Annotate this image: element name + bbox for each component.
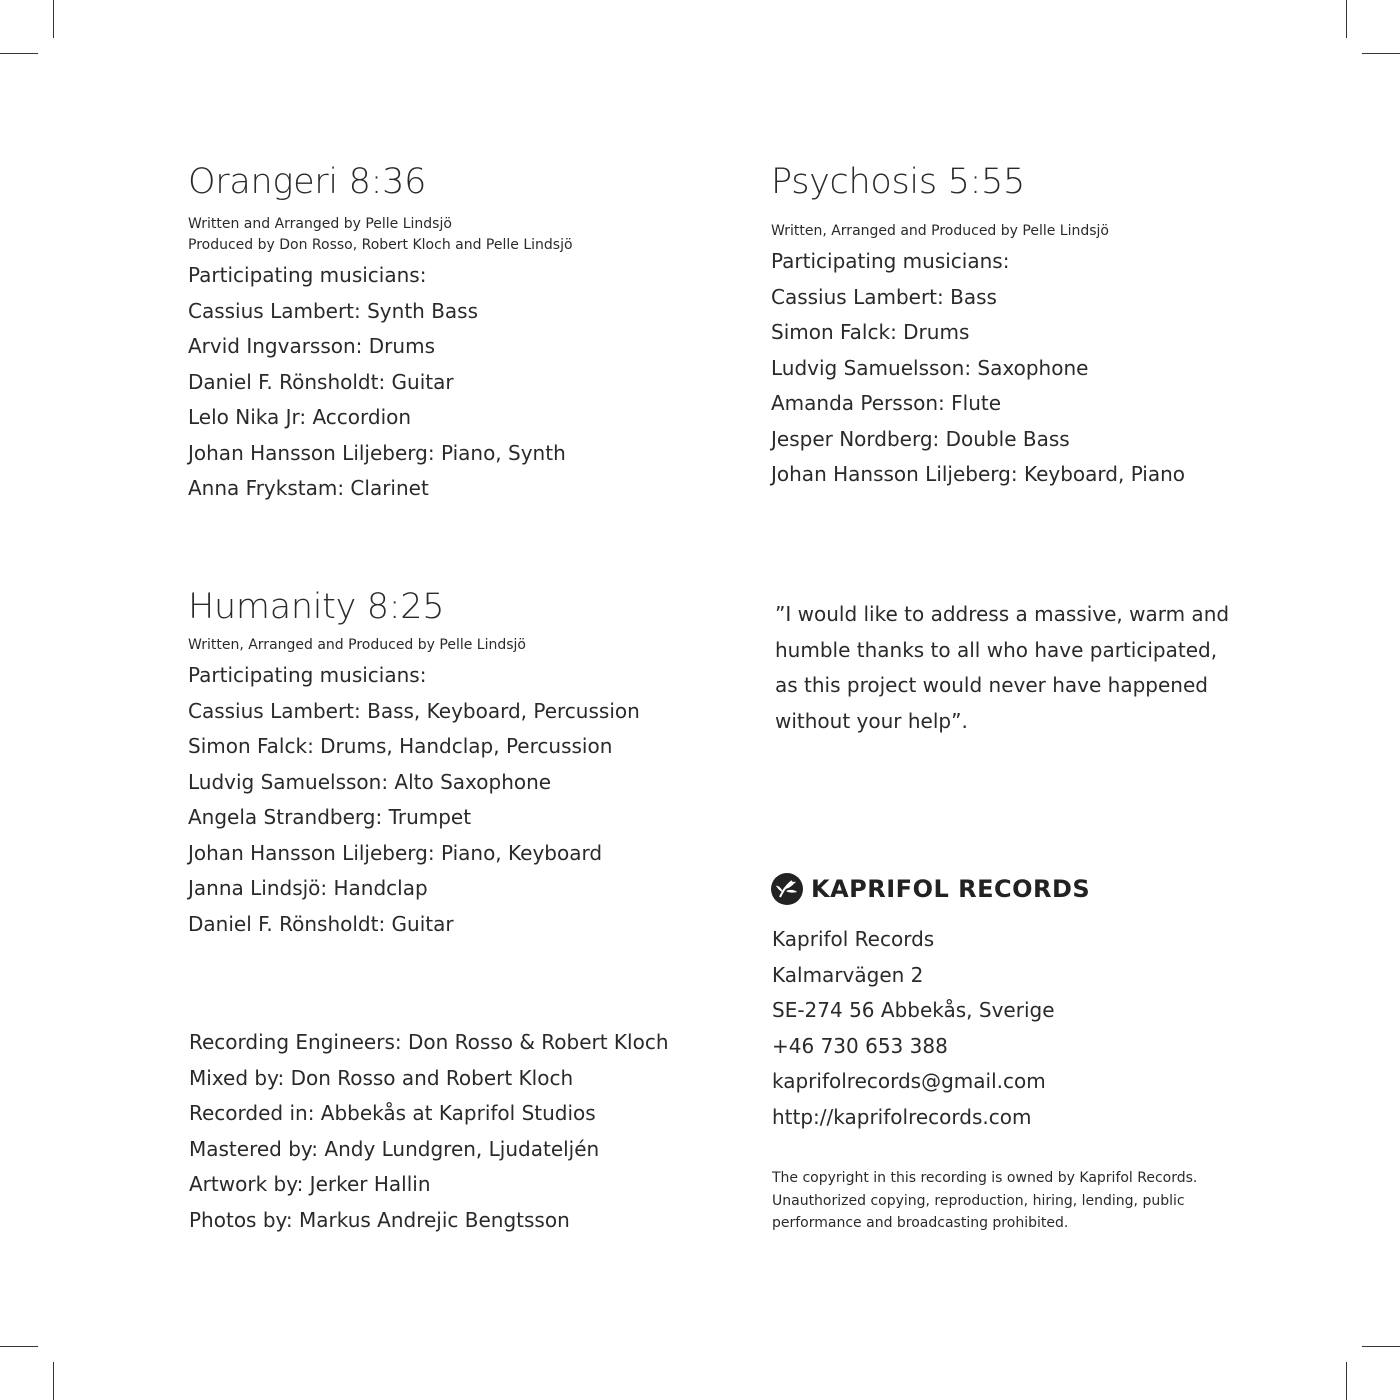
musicians-label: Participating musicians: — [188, 263, 427, 287]
musician: Daniel F. Rönsholdt: Guitar — [188, 911, 454, 936]
crop-mark — [53, 1362, 54, 1400]
crop-mark — [1362, 1346, 1400, 1347]
musician: Cassius Lambert: Synth Bass — [188, 298, 479, 323]
thanks-quote: ”I would like to address a massive, warm and humble thanks to all who have participated, as this project would never have happened without your help”. — [775, 602, 1230, 733]
musician: Simon Falck: Drums, Handclap, Percussion — [188, 734, 613, 758]
crop-mark — [1362, 53, 1400, 54]
track-credit: Written and Arranged by Pelle Lindsjö — [188, 216, 452, 232]
contact-city: SE-274 56 Abbekås, Sverige — [772, 998, 1055, 1022]
track-credit: Produced by Don Rosso, Robert Kloch and Pelle Lindsjö — [188, 237, 573, 253]
flower-icon — [771, 873, 803, 905]
musician: Johan Hansson Liljeberg: Piano, Synth — [188, 440, 566, 465]
label-contact — [772, 922, 1055, 1135]
musician: Daniel F. Rönsholdt: Guitar — [188, 369, 454, 394]
label-logo — [771, 873, 1090, 905]
contact-website: http://kaprifolrecords.com — [772, 1104, 1032, 1129]
crop-mark — [1346, 1362, 1347, 1400]
crop-mark — [1346, 0, 1347, 38]
crop-mark — [0, 1346, 38, 1347]
musician: Ludvig Samuelsson: Saxophone — [771, 355, 1089, 380]
musician: Ludvig Samuelsson: Alto Saxophone — [188, 769, 552, 794]
musician: Anna Frykstam: Clarinet — [188, 476, 429, 500]
musician: Johan Hansson Liljeberg: Piano, Keyboard — [188, 840, 603, 865]
contact-street: Kalmarvägen 2 — [772, 962, 924, 987]
musician: Simon Falck: Drums — [771, 320, 970, 344]
musician: Janna Lindsjö: Handclap — [188, 876, 428, 900]
logo-text: KAPRIFOL RECORDS — [811, 875, 1091, 903]
crop-mark — [53, 0, 54, 38]
production-credit: Artwork by: Jerker Hallin — [189, 1172, 431, 1196]
musician: Cassius Lambert: Bass — [771, 284, 997, 309]
musicians-label: Participating musicians: — [188, 663, 427, 687]
track-credit: Written, Arranged and Produced by Pelle Lindsjö — [188, 637, 526, 653]
musician: Lelo Nika Jr: Accordion — [188, 405, 412, 429]
production-credit: Recording Engineers: Don Rosso & Robert Kloch — [189, 1030, 669, 1054]
track-orangeri — [188, 162, 573, 507]
track-title: Orangeri 8:36 — [188, 162, 427, 202]
musician: Amanda Persson: Flute — [771, 391, 1002, 415]
production-credit: Photos by: Markus Andrejic Bengtsson — [189, 1207, 570, 1232]
production-credit: Mastered by: Andy Lundgren, Ljudateljén — [189, 1136, 600, 1161]
production-credits — [189, 1025, 669, 1238]
track-humanity — [188, 587, 640, 942]
contact-phone: +46 730 653 388 — [772, 1033, 948, 1058]
track-title: Humanity 8:25 — [188, 587, 445, 627]
track-psychosis — [771, 162, 1186, 493]
copyright-notice: The copyright in this recording is owned by Kaprifol Records. Unauthorized copying, reproduction, hiring, lending, public performance and broadcasting prohibited. — [772, 1170, 1198, 1231]
production-credit: Recorded in: Abbekås at Kaprifol Studios — [189, 1101, 596, 1125]
crop-mark — [0, 53, 38, 54]
musicians-label: Participating musicians: — [771, 249, 1010, 273]
contact-email: kaprifolrecords@gmail.com — [772, 1069, 1046, 1093]
track-title: Psychosis 5:55 — [771, 162, 1025, 202]
musician: Cassius Lambert: Bass, Keyboard, Percussion — [188, 698, 640, 723]
track-credit: Written, Arranged and Produced by Pelle Lindsjö — [771, 223, 1109, 239]
musician: Johan Hansson Liljeberg: Keyboard, Piano — [771, 462, 1186, 486]
contact-name: Kaprifol Records — [772, 927, 935, 951]
musician: Arvid Ingvarsson: Drums — [188, 334, 435, 358]
production-credit: Mixed by: Don Rosso and Robert Kloch — [189, 1065, 574, 1090]
musician: Jesper Nordberg: Double Bass — [771, 426, 1070, 451]
musician: Angela Strandberg: Trumpet — [188, 805, 472, 829]
